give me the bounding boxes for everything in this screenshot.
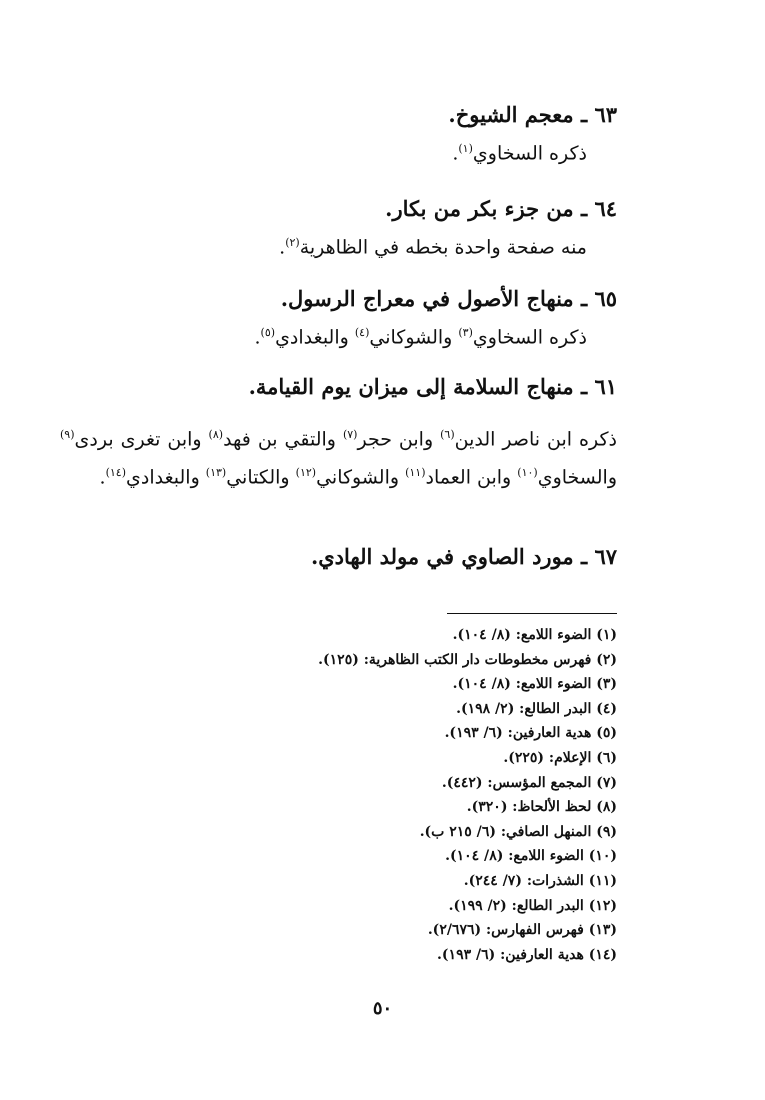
entry-61 bbox=[60, 370, 617, 404]
footnote-item: (٣) الضوء اللامع: (٨/ ١٠٤). bbox=[452, 676, 617, 693]
footnote-ref: (١٤) bbox=[105, 466, 127, 480]
footnote-ref: (٦) bbox=[440, 428, 455, 441]
entry-note: ذكره السخاوي$^{(٣)}$ والشوكاني$^{(٤)}$ والبغدادي$^{(٥)}$. bbox=[254, 326, 587, 349]
footnote-ref: (١١) bbox=[405, 466, 426, 480]
footnote-ref: (١) bbox=[458, 142, 473, 155]
footnote-item: (١) الضوء اللامع: (٨/ ١٠٤). bbox=[452, 627, 617, 643]
page-number: ٥٠ bbox=[372, 998, 393, 1019]
footnote-ref: (١٣) bbox=[205, 466, 227, 480]
footnote-item: (٨) لحظ الألحاظ: (٣٢٠). bbox=[466, 799, 617, 816]
footnote-ref: (٧) bbox=[342, 428, 358, 441]
entry-title: ٦٣ ـ معجم الشيوخ. bbox=[448, 102, 617, 127]
footnote-item: (٥) هدية العارفين: (٦/ ١٩٣). bbox=[444, 725, 617, 742]
entry-64 bbox=[60, 192, 617, 264]
footnote-item: (٩) المنهل الصافي: (٦/ ٢١٥ ب). bbox=[419, 823, 617, 840]
entry-title: ٦١ ـ منهاج السلامة إلى ميزان يوم القيامة. bbox=[248, 374, 617, 399]
footnote-ref: (٨) bbox=[208, 428, 224, 441]
entry-title: ٦٤ ـ من جزء بكر من بكار. bbox=[385, 196, 617, 221]
footnote-item: (١٤) هدية العارفين: (٦/ ١٩٣). bbox=[437, 946, 617, 963]
footnote-item: (٦) الإعلام: (٢٢٥). bbox=[503, 749, 617, 766]
footnote-item: (٧) المجمع المؤسس: (٤٤٢). bbox=[441, 774, 617, 791]
footnote-item: (١٢) البدر الطالع: (٢/ ١٩٩). bbox=[448, 897, 617, 914]
entry-note: منه صفحة واحدة بخطه في الظاهرية$^{(٢)}$. bbox=[279, 236, 587, 259]
entry-title: ٦٧ ـ مورد الصاوي في مولد الهادي. bbox=[310, 544, 617, 569]
footnote-ref: (٢) bbox=[285, 236, 300, 249]
footnote-ref: (٥) bbox=[260, 326, 276, 339]
entry-63 bbox=[60, 98, 617, 170]
entry-title: ٦٥ ـ منهاج الأصول في معراج الرسول. bbox=[280, 286, 617, 311]
entry-67 bbox=[60, 540, 617, 574]
footnote-ref: (٤) bbox=[354, 326, 370, 339]
footnote-ref: (١٢) bbox=[295, 466, 317, 480]
footnote-item: (١٠) الضوء اللامع: (٨/ ١٠٤). bbox=[445, 848, 617, 865]
footnote-ref: (٣) bbox=[458, 326, 473, 339]
footnote-item: (٤) البدر الطالع: (٢/ ١٩٨). bbox=[456, 700, 617, 717]
entry-65 bbox=[60, 282, 617, 354]
footnote-item: (١٣) فهرس الفهارس: (٢/٦٧٦). bbox=[427, 922, 617, 939]
footnote-ref: (١٠) bbox=[517, 466, 538, 480]
footnotes-list bbox=[197, 623, 617, 967]
footnote-item: (١١) الشذرات: (٧/ ٢٤٤). bbox=[463, 872, 617, 889]
footnote-separator bbox=[447, 613, 617, 614]
footnote-ref: (٩) bbox=[60, 428, 75, 441]
entry-61-paragraph: ذكره ابن ناصر الدين$^{(٦)}$ وابن حجر$^{(٧)}$ والتقي بن فهد$^{(٨)}$ وابن تغرى بردى$^{(٩)}$ والسخاوي$^{(١٠)}$ وابن العماد$^{(١١)}$ والشوكاني$^{(١٢)}$ والكتاني$^{(١٣)}$ والبغدادي$^{(١٤)}$. bbox=[60, 428, 617, 489]
footnote-item: (٢) فهرس مخطوطات دار الكتب الظاهرية: (١٢٥). bbox=[318, 651, 617, 668]
entry-note: ذكره السخاوي$^{(١)}$. bbox=[452, 142, 587, 165]
